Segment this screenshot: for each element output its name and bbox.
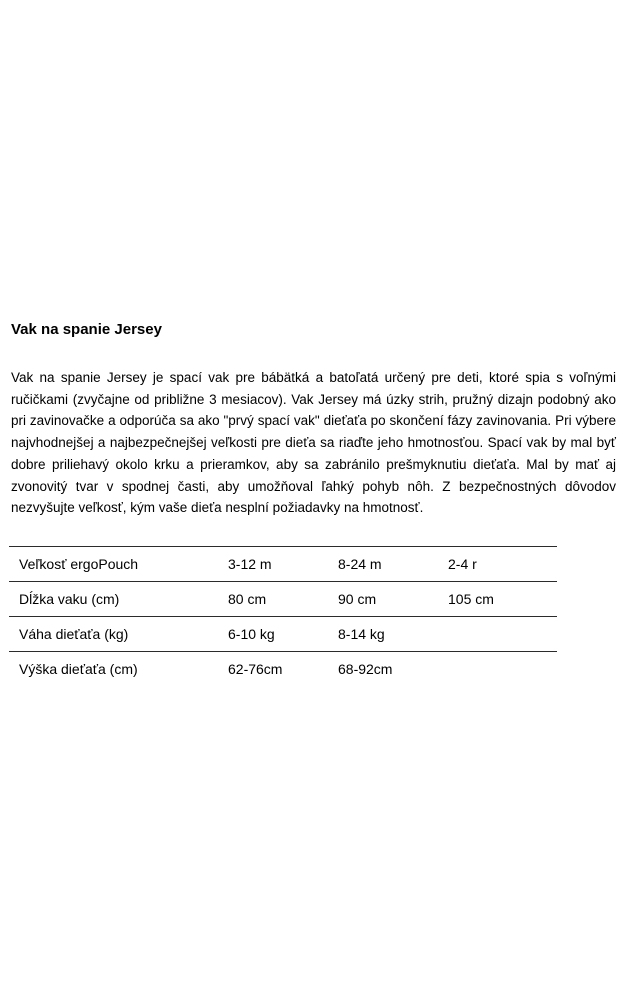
page-title: Vak na spanie Jersey xyxy=(11,321,162,338)
row-value: 3-12 m xyxy=(228,555,272,572)
row-value: 80 cm xyxy=(228,590,267,607)
table-row xyxy=(9,546,557,581)
row-value: 2-4 r xyxy=(448,555,477,572)
row-value: 105 cm xyxy=(448,590,494,607)
size-table xyxy=(9,546,557,686)
row-value: 62-76cm xyxy=(228,660,283,677)
product-description: Vak na spanie Jersey je spací vak pre bábätká a batoľatá určený pre deti, ktoré spia s voľnými ručičkami (zvyčajne od približne 3 mesiacov). Vak Jersey má úzky strih, pružný dizajn podobný ako pri zavinovačke a odporúča sa ako "prvý spací vak" dieťaťa po skončení fázy zavinovania. Pri výbere najvhodnejšej a najbezpečnejšej veľkosti pre dieťa sa riaďte jeho hmotnosťou. Spací vak by mal byť dobre priliehavý okolo krku a prieramkov, aby sa zabránilo prešmyknutiu dieťaťa. Mal by mať aj zvonovitý tvar v spodnej časti, aby umožňoval ľahký pohyb nôh. Z bezpečnostných dôvodov nezvyšujte veľkosť, kým vaše dieťa nesplní požiadavky na hmotnosť. xyxy=(11,370,616,516)
row-label: Váha dieťaťa (kg) xyxy=(19,625,129,642)
row-label: Dĺžka vaku (cm) xyxy=(19,590,120,607)
row-value: 6-10 kg xyxy=(228,625,275,642)
row-label: Výška dieťaťa (cm) xyxy=(19,660,138,677)
table-row xyxy=(9,651,557,686)
table-row xyxy=(9,581,557,616)
row-value: 68-92cm xyxy=(338,660,393,677)
table-row xyxy=(9,616,557,651)
row-value: 8-24 m xyxy=(338,555,382,572)
row-label: Veľkosť ergoPouch xyxy=(19,555,139,572)
row-value: 90 cm xyxy=(338,590,377,607)
row-value: 8-14 kg xyxy=(338,625,385,642)
